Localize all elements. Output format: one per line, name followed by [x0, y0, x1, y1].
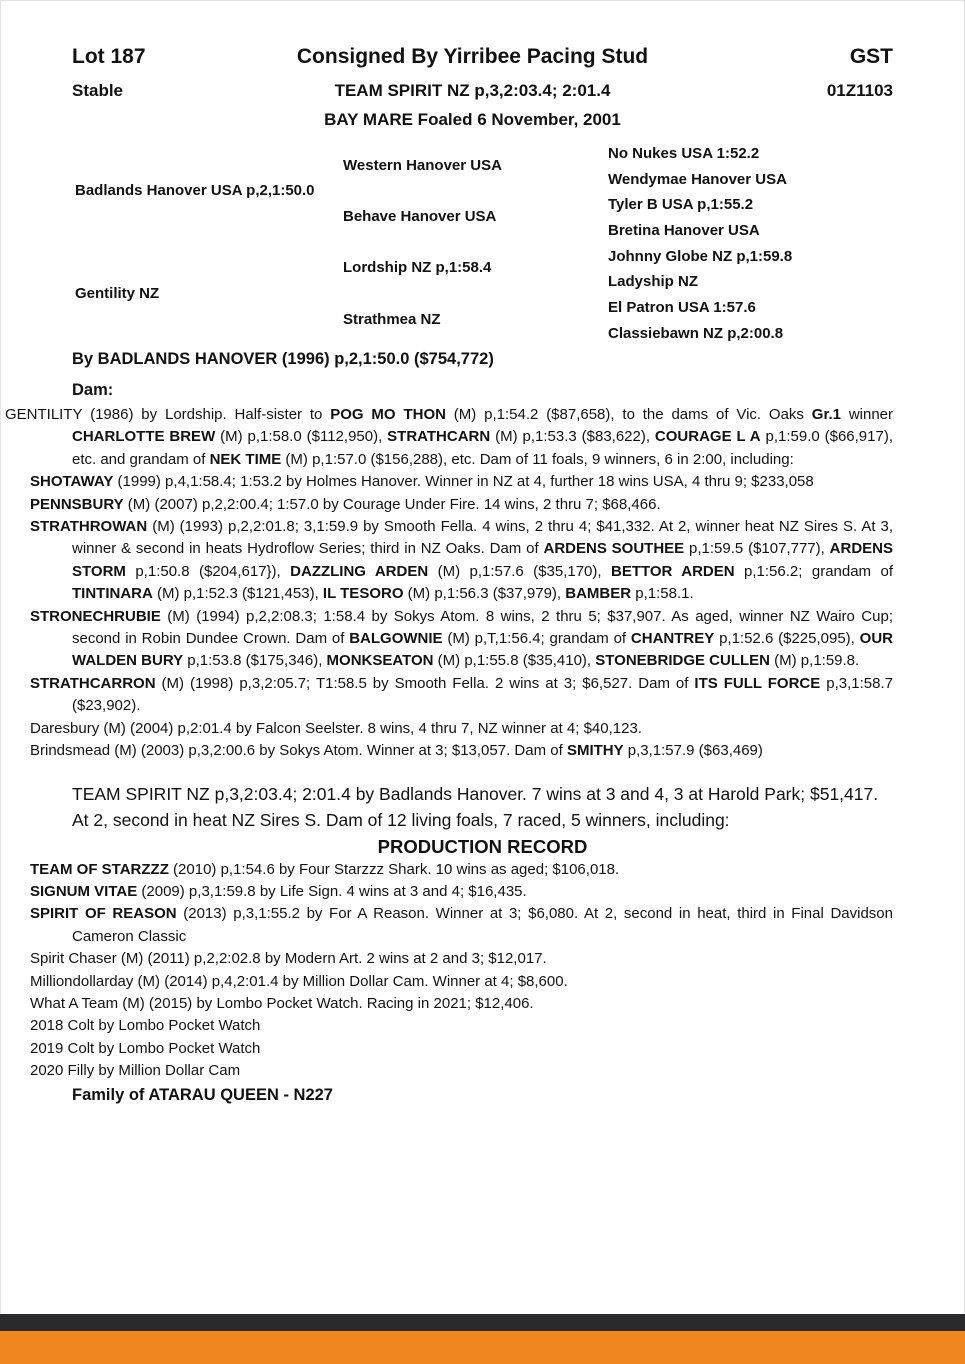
dam-paragraph-strathcarron: STRATHCARRON (M) (1998) p,3,2:05.7; T1:58.5 by Smooth Fella. 2 wins at 3; $6,527. Dam of ITS FULL FORCE p,3,1:58.7 ($23,902). [30, 674, 893, 715]
production-entry-spirit-of-reason: SPIRIT OF REASON (2013) p,3,1:55.2 by For A Reason. Winner at 3; $6,080. At 2, second in heat, third in Final Davidson Cameron Classic [30, 905, 893, 945]
stable-label: Stable [72, 81, 124, 100]
production-entry-spirit-chaser: Spirit Chaser (M) (2011) p,2,2:02.8 by Modern Art. 2 wins at 2 and 3; $12,017. [30, 950, 547, 968]
dam-paragraph-daresbury: Daresbury (M) (2004) p,2:01.4 by Falcon Seelster. 8 wins, 4 thru 7, NZ winner at 4; $40,123. [30, 719, 642, 737]
pedigree-gen2-entry: Western Hanover USA [343, 157, 502, 174]
dam-paragraph-shotaway: SHOTAWAY (1999) p,4,1:58.4; 1:53.2 by Holmes Hanover. Winner in NZ at 4, further 18 wins USA, 4 thru 9; $233,058 [30, 473, 814, 491]
pedigree-gen3-entry: Wendymae Hanover USA [608, 171, 787, 188]
consignor-title: Consigned By Yirribee Pacing Stud [296, 45, 649, 68]
dam-paragraph-strathrowan: STRATHROWAN (M) (1993) p,2,2:01.8; 3,1:59.9 by Smooth Fella. 4 wins, 2 thru 4; $41,332. At 2, winner heat NZ Sires S. At 3, winner & second in heats Hydroflow Series; third in NZ Oaks. Dam of ARDENS SOUTHEE p,1:59.5 ($107,777), ARDENS STORM p,1:50.8 ($204,617}), DAZZLING ARDEN (M) p,1:57.6 ($35,170), BETTOR ARDEN p,1:56.2; grandam of TINTINARA (M) p,1:52.3 ($121,453), IL TESORO (M) p,1:56.3 ($37,979), BAMBER p,1:58.1. [30, 518, 893, 603]
production-record-heading: PRODUCTION RECORD [377, 835, 588, 857]
gst-label: GST [849, 45, 893, 68]
production-entry-2018-colt: 2018 Colt by Lombo Pocket Watch [30, 1017, 261, 1035]
pedigree-gen3-entry: Johnny Globe NZ p,1:59.8 [608, 248, 793, 265]
pedigree-gen3-entry: Classiebawn NZ p,2:00.8 [608, 325, 784, 342]
production-entry-milliondollarday: Milliondollarday (M) (2014) p,4,2:01.4 by Million Dollar Cam. Winner at 4; $8,600. [30, 972, 568, 990]
production-entry-2020-filly: 2020 Filly by Million Dollar Cam [30, 1062, 241, 1080]
pedigree-dam: Gentility NZ [75, 285, 160, 302]
pedigree-gen3-entry: Tyler B USA p,1:55.2 [608, 196, 754, 213]
production-entry-2019-colt: 2019 Colt by Lombo Pocket Watch [30, 1039, 261, 1057]
pedigree-gen3-entry: Bretina Hanover USA [608, 222, 760, 239]
mare-record-paragraph: TEAM SPIRIT NZ p,3,2:03.4; 2:01.4 by Badlands Hanover. 7 wins at 3 and 4, 3 at Harold Park; $51,417. At 2, second in heat NZ Sires S. Dam of 12 living foals, 7 raced, 5 winners, including: [72, 783, 879, 830]
lot-number: Lot 187 [72, 45, 146, 68]
pedigree-gen3-entry: No Nukes USA 1:52.2 [608, 145, 760, 162]
production-record-section [30, 859, 893, 1083]
header-row-3 [72, 110, 893, 130]
pedigree-sire: Badlands Hanover USA p,2,1:50.0 [75, 182, 315, 199]
foaling-description: BAY MARE Foaled 6 November, 2001 [324, 110, 621, 129]
pedigree-gen3-entry: El Patron USA 1:57.6 [608, 299, 756, 316]
catalog-code: 01Z1103 [826, 81, 893, 100]
sire-credit-line: By BADLANDS HANOVER (1996) p,2,1:50.0 ($754,772) [72, 350, 494, 368]
production-entry-signum-vitae: SIGNUM VITAE (2009) p,3,1:59.8 by Life Sign. 4 wins at 3 and 4; $16,435. [30, 882, 527, 900]
dam-paragraph-pennsbury: PENNSBURY (M) (2007) p,2,2:00.4; 1:57.0 by Courage Under Fire. 14 wins, 2 thru 7; $68,466. [30, 495, 661, 513]
header-row-2 [72, 81, 893, 101]
pedigree-table [72, 145, 893, 346]
dam-section [5, 404, 894, 763]
dam-paragraph-brindsmead: Brindsmead (M) (2003) p,3,2:00.6 by Sokys Atom. Winner at 3; $13,057. Dam of SMITHY p,3,1:57.9 ($63,469) [30, 742, 763, 760]
pedigree-gen2-entry: Strathmea NZ [343, 311, 441, 328]
pedigree-gen2-entry: Behave Hanover USA [343, 208, 497, 225]
dam-paragraph-gentility: GENTILITY (1986) by Lordship. Half-sister to POG MO THON (M) p,1:54.2 ($87,658), to the dams of Vic. Oaks Gr.1 winner CHARLOTTE BREW (M) p,1:58.0 ($112,950), STRATHCARN (M) p,1:53.3 ($83,622), COURAGE L A p,1:59.0 ($66,917), etc. and grandam of NEK TIME (M) p,1:57.0 ($156,288), etc. Dam of 11 foals, 9 winners, 6 in 2:00, including: [5, 406, 894, 468]
footer-dark-bar [0, 1314, 965, 1331]
production-entry-what-a-team: What A Team (M) (2015) by Lombo Pocket Watch. Racing in 2021; $12,406. [30, 994, 534, 1012]
pedigree-gen2-entry: Lordship NZ p,1:58.4 [343, 259, 492, 276]
horse-name-title: TEAM SPIRIT NZ p,3,2:03.4; 2:01.4 [334, 81, 611, 100]
footer-orange-bar [0, 1331, 965, 1364]
header-row-1 [72, 45, 893, 69]
dam-paragraph-stronechrubie: STRONECHRUBIE (M) (1994) p,2,2:08.3; 1:58.4 by Sokys Atom. 8 wins, 2 thru 5; $37,907. As aged, winner NZ Wairo Cup; second in Robin Dundee Crown. Dam of BALGOWNIE (M) p,T,1:56.4; grandam of CHANTREY p,1:52.6 ($225,095), OUR WALDEN BURY p,1:53.8 ($175,346), MONKSEATON (M) p,1:55.8 ($35,410), STONEBRIDGE CULLEN (M) p,1:59.8. [30, 607, 893, 670]
dam-label: Dam: [72, 381, 114, 399]
family-line: Family of ATARAU QUEEN - N227 [72, 1085, 333, 1104]
production-entry-team-of-starzzz: TEAM OF STARZZZ (2010) p,1:54.6 by Four Starzzz Shark. 10 wins as aged; $106,018. [30, 860, 620, 878]
pedigree-gen3-entry: Ladyship NZ [608, 273, 699, 290]
